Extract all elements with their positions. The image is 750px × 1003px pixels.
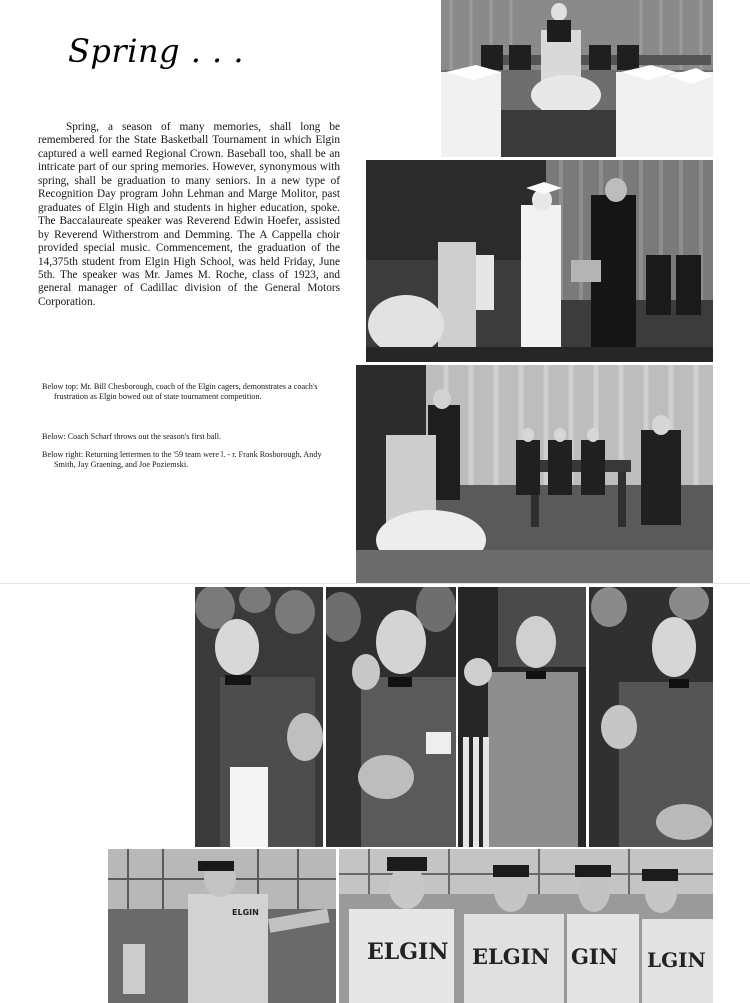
photo-returning-lettermen — [339, 849, 713, 1003]
photo-graduation-podium — [441, 0, 713, 157]
photo-coach-frustration-1 — [195, 587, 323, 847]
photo-coach-frustration-4 — [589, 587, 713, 847]
caption-coach-frustration: Below top: Mr. Bill Chesborough, coach of the Elgin cagers, demonstrates a coach's frustration as Elgin bowed out of state tournament competition. — [42, 382, 318, 401]
coach-shirt-lettering: ELGIN — [232, 908, 259, 917]
jersey-lettering-1: ELGIN — [367, 939, 449, 965]
caption-first-ball: Below: Coach Scharf throws out the season's first ball. — [42, 432, 222, 441]
photo-coach-frustration-2 — [326, 587, 456, 847]
photo-coach-frustration-3 — [458, 587, 586, 847]
page-heading: Spring . . . — [68, 32, 245, 70]
photo-commencement-speaker — [356, 365, 713, 583]
jersey-lettering-3: GIN — [571, 944, 618, 969]
photo-diploma-presentation — [366, 160, 713, 362]
caption-lettermen: Below right: Returning lettermen to the '59 team were l. - r. Frank Rosborough, Andy Smith, Jay Graening, and Joe Poziemski. — [42, 450, 322, 469]
jersey-lettering-2: ELGIN — [472, 944, 550, 969]
body-paragraph: Spring, a season of many memories, shall long be remembered for the State Basketball Tournament in which Elgin captured a well earned Regional Crown. Baseball too, shall be an intricate part of our spring memories. However, synonymous with spring, shall be graduation to many seniors. In a new type of Recognition Day program John Lehman and Marge Molitor, past graduates of Elgin High and students in higher education, spoke. The Baccalaureate speaker was Reverend Edwin Hoefer, assisted by Reverend Witherstrom and Demming. The A Cappella choir provided special music. Commencement, the graduation of the 14,375th student from Elgin High School, was held Friday, June 5th. The speaker was Mr. James M. Roche, class of 1923, and general manager of Cadillac division of the General Motors Corporation. — [38, 121, 340, 308]
photo-coach-first-ball — [108, 849, 336, 1003]
jersey-lettering-4: LGIN — [647, 948, 706, 972]
page-edge-line — [0, 583, 750, 584]
